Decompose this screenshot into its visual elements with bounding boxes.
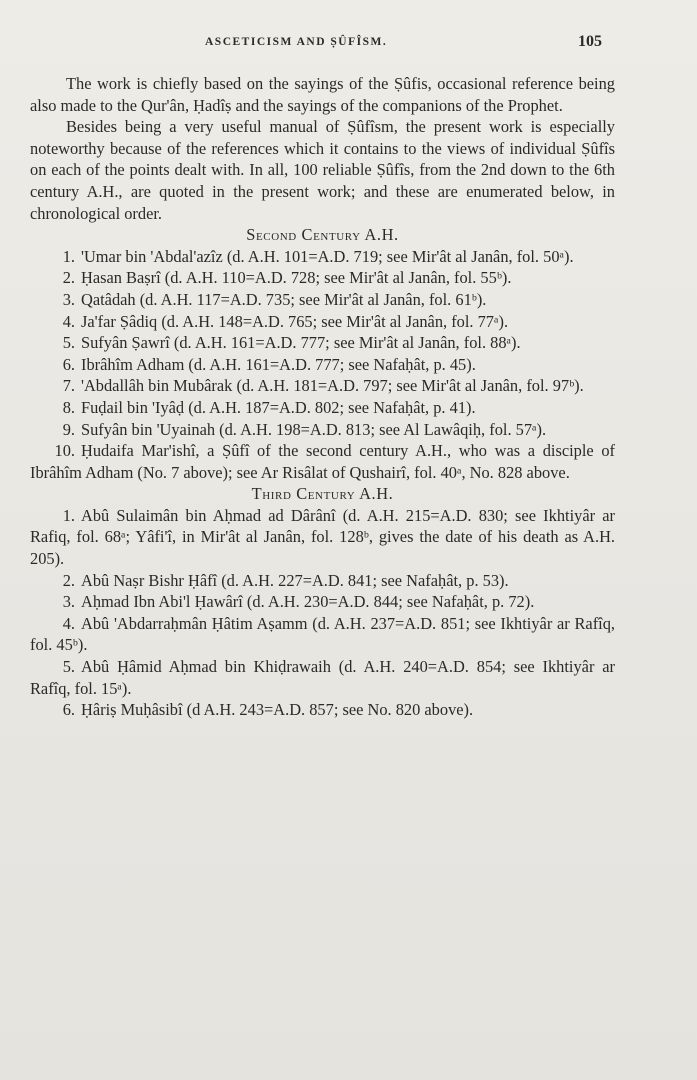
list-item [30, 699, 615, 721]
entry-text: 'Abdallâh bin Mubârak (d. A.H. 181=A.D. 797; see Mir'ât al Janân, fol. 97ᵇ). [81, 376, 584, 396]
entry-text: Ḥasan Baṣrî (d. A.H. 110=A.D. 728; see Mir'ât al Janân, fol. 55ᵇ). [81, 268, 512, 288]
entry-number: 4. [62, 613, 75, 633]
entry-number: 6. [62, 700, 75, 720]
page-number: 105 [578, 33, 602, 50]
entry-text: Qatâdah (d. A.H. 117=A.D. 735; see Mir'ât al Janân, fol. 61ᵇ). [81, 289, 487, 309]
entry-number: 4. [62, 311, 75, 331]
page-body [30, 73, 615, 721]
list-item [30, 354, 615, 376]
entry-text: Sufyân Ṣawrî (d. A.H. 161=A.D. 777; see Mir'ât al Janân, fol. 88ᵃ). [81, 333, 521, 353]
entry-number: 10. [54, 441, 75, 461]
running-title: ASCETICISM AND ṢÛFÎSM. [205, 36, 388, 48]
list-item [30, 397, 615, 419]
entry-text: Abû Sulaimân bin Aḥmad ad Dârânî (d. A.H. 215=A.D. 830; see Ikhtiyâr ar Rafiq, fol. 68ᵃ; Yâfi'î, in Mir'ât al Janân, fol. 128ᵇ, gives the date of his death as A.H. 205). [30, 505, 615, 569]
entry-text: Ḥâriṣ Muḥâsibî (d A.H. 243=A.D. 857; see No. 820 above). [81, 700, 474, 720]
intro-paragraph-1: The work is chiefly based on the sayings of the Ṣûfis, occasional reference being also made to the Qur'ân, Ḥadîṣ and the sayings of the companions of the Prophet. [30, 74, 615, 115]
entry-text: Fuḍail bin 'Iyâḍ (d. A.H. 187=A.D. 802; see Nafaḥât, p. 41). [81, 397, 476, 417]
entry-number: 8. [62, 397, 75, 417]
entry-text: Ja'far Ṣâdiq (d. A.H. 148=A.D. 765; see Mir'ât al Janân, fol. 77ᵃ). [81, 311, 509, 331]
entry-number: 5. [62, 657, 75, 677]
entry-number: 1. [62, 505, 75, 525]
list-item [30, 375, 615, 397]
entry-number: 2. [62, 570, 75, 590]
entry-number: 6. [62, 354, 75, 374]
entry-text: Abû 'Abdarraḥmân Ḥâtim Aṣamm (d. A.H. 237=A.D. 851; see Ikhtiyâr ar Rafîq, fol. 45ᵇ). [30, 613, 615, 655]
list-item [30, 267, 615, 289]
entry-number: 3. [62, 289, 75, 309]
entry-number: 2. [62, 268, 75, 288]
list-item [30, 419, 615, 441]
entry-number: 7. [62, 376, 75, 396]
list-item [30, 246, 615, 268]
list-item [30, 591, 615, 613]
entry-number: 9. [62, 419, 75, 439]
list-item [30, 656, 615, 699]
page-header [0, 34, 697, 54]
entry-text: Ibrâhîm Adham (d. A.H. 161=A.D. 777; see Nafaḥât, p. 45). [81, 354, 476, 374]
section-heading-third-century: Third Century A.H. [251, 484, 394, 504]
third-century-list [30, 505, 615, 721]
list-item [30, 332, 615, 354]
entry-text: Abû Naṣr Bishr Ḥâfî (d. A.H. 227=A.D. 841; see Nafaḥât, p. 53). [81, 570, 509, 590]
list-item [30, 289, 615, 311]
intro-paragraph-2: Besides being a very useful manual of Ṣûfîsm, the present work is especially noteworthy because of the references which it contains to the views of individual Ṣûfîs on each of the points dealt with. In all, 100 reliable Ṣûfîs, from the 2nd down to the 6th century A.H., are quoted in the present work; and these are enumerated below, in chronological order. [30, 117, 615, 223]
entry-text: Sufyân bin 'Uyainah (d. A.H. 198=A.D. 813; see Al Lawâqiḥ, fol. 57ᵃ). [81, 419, 547, 439]
list-item [30, 505, 615, 570]
list-item [30, 613, 615, 656]
entry-text: Abû Ḥâmid Aḥmad bin Khiḍrawaih (d. A.H. 240=A.D. 854; see Ikhtiyâr ar Rafîq, fol. 15ᵃ). [30, 657, 615, 698]
second-century-list [30, 246, 615, 484]
list-item [30, 570, 615, 592]
list-item [30, 311, 615, 333]
section-heading-second-century: Second Century A.H. [246, 225, 399, 245]
list-item [30, 440, 615, 483]
entry-text: Ḥudaifa Mar'ishî, a Ṣûfî of the second century A.H., who was a disciple of Ibrâhîm Adham (No. 7 above); see Ar Risâlat of Qushairî, fol. 40ᵃ, No. 828 above. [30, 441, 615, 482]
entry-number: 3. [62, 592, 75, 612]
entry-text: Aḥmad Ibn Abi'l Ḥawârî (d. A.H. 230=A.D. 844; see Nafaḥât, p. 72). [81, 592, 535, 612]
entry-number: 5. [62, 333, 75, 353]
entry-text: 'Umar bin 'Abdal'azîz (d. A.H. 101=A.D. 719; see Mir'ât al Janân, fol. 50ᵃ). [81, 246, 574, 266]
entry-number: 1. [62, 246, 75, 266]
